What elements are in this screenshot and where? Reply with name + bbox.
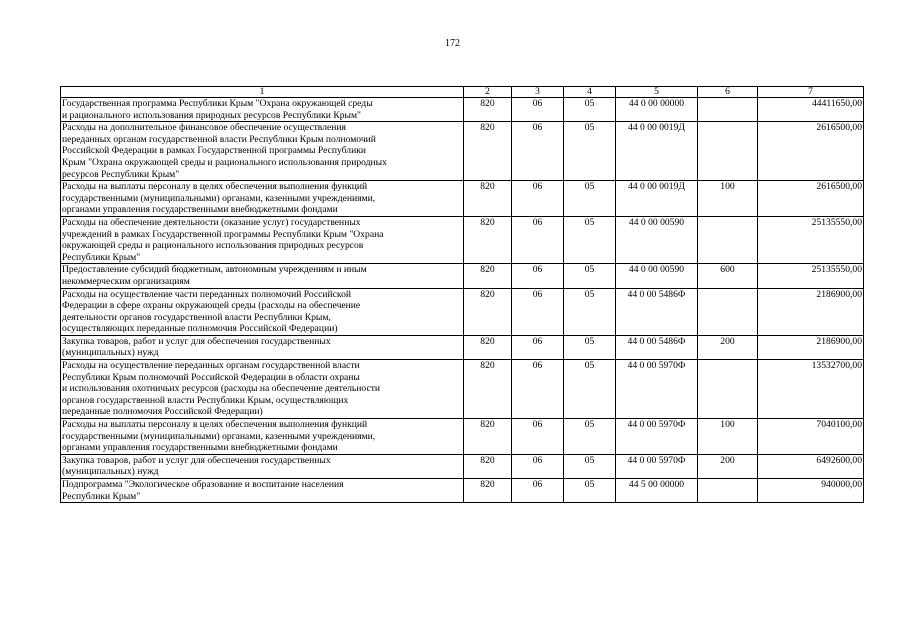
expense-name-line: органами управления государственными внебюджетными фондами [62,204,338,216]
column-header-5: 5 [616,87,698,98]
ministry-code: 820 [464,122,512,181]
subsection-code: 05 [564,454,616,478]
expense-name-line: переданные полномочия Российской Федерации) [62,406,263,418]
target-article-code: 44 0 00 00590 [616,264,698,288]
expense-name [61,98,464,122]
column-header-4: 4 [564,87,616,98]
expense-name-line: деятельности органов государственной власти Республики Крым, [62,311,331,323]
expense-name-line: учреждений в рамках Государственной программы Республики Крым "Охрана [62,228,384,240]
target-article-code: 44 0 00 5970Ф [616,419,698,455]
table-body [61,98,864,503]
expense-name-line: переданных органам государственной власти Республики Крым полномочий [62,133,376,145]
table-row [61,419,864,455]
ministry-code: 820 [464,479,512,503]
expense-name [61,288,464,335]
subsection-code: 05 [564,181,616,217]
ministry-code: 820 [464,264,512,288]
table-row [61,264,864,288]
subsection-code: 05 [564,216,616,263]
ministry-code: 820 [464,360,512,419]
ministry-code: 820 [464,288,512,335]
expense-name [61,419,464,455]
ministry-code: 820 [464,335,512,359]
amount: 13532700,00 [758,360,864,419]
expense-type-code: 200 [698,454,758,478]
target-article-code: 44 0 00 00000 [616,98,698,122]
table-row [61,216,864,263]
expense-name-line: Расходы на обеспечение деятельности (оказание услуг) государственных [62,216,361,228]
expense-name-line: Крым "Охрана окружающей среды и рационального использования природных [62,156,387,168]
expense-name [61,181,464,217]
expense-name-line: Расходы на осуществление переданных органам государственной власти [62,360,360,372]
column-header-3: 3 [512,87,564,98]
target-article-code: 44 0 00 5486Ф [616,335,698,359]
expense-name-line: (муниципальных) нужд [62,347,159,359]
table-row [61,181,864,217]
expense-name-line: и рационального использования природных ресурсов Республики Крым" [62,109,361,121]
expense-name [61,122,464,181]
section-code: 06 [512,454,564,478]
expense-name-line: государственными (муниципальными) органами, казенными учреждениями, [62,430,376,442]
section-code: 06 [512,419,564,455]
section-code: 06 [512,122,564,181]
expense-name-line: Закупка товаров, работ и услуг для обеспечения государственных [62,454,331,466]
expense-type-code [698,360,758,419]
table-row [61,479,864,503]
budget-table [60,86,864,503]
page-number: 172 [445,38,460,49]
amount: 2616500,00 [758,181,864,217]
subsection-code: 05 [564,122,616,181]
expense-name [61,454,464,478]
section-code: 06 [512,181,564,217]
expense-name-line: окружающей среды и рационального использования природных ресурсов [62,240,364,252]
subsection-code: 05 [564,288,616,335]
subsection-code: 05 [564,335,616,359]
table-row [61,454,864,478]
column-header-7: 7 [758,87,864,98]
expense-name [61,360,464,419]
expense-name-line: Государственная программа Республики Крым "Охрана окружающей среды [62,98,373,109]
target-article-code: 44 0 00 0019Д [616,122,698,181]
expense-name [61,264,464,288]
section-code: 06 [512,360,564,419]
table-row [61,360,864,419]
amount: 2186900,00 [758,335,864,359]
column-header-1: 1 [61,87,464,98]
column-header-2: 2 [464,87,512,98]
expense-name-line: некоммерческим организациям [62,275,190,287]
subsection-code: 05 [564,479,616,503]
expense-name-line: Предоставление субсидий бюджетным, автономным учреждениям и иным [62,264,367,276]
expense-type-code [698,122,758,181]
target-article-code: 44 0 00 5486Ф [616,288,698,335]
table-row [61,335,864,359]
expense-name-line: Закупка товаров, работ и услуг для обеспечения государственных [62,335,331,347]
subsection-code: 05 [564,360,616,419]
ministry-code: 820 [464,216,512,263]
target-article-code: 44 0 00 0019Д [616,181,698,217]
subsection-code: 05 [564,419,616,455]
expense-name-line: (муниципальных) нужд [62,466,159,478]
table-row [61,122,864,181]
expense-name-line: Республики Крым полномочий Российской Федерации в области охраны [62,371,360,383]
section-code: 06 [512,479,564,503]
target-article-code: 44 5 00 00000 [616,479,698,503]
table-row [61,288,864,335]
expense-name-line: Республики Крым" [62,490,141,502]
subsection-code: 05 [564,264,616,288]
expense-name-line: и использования охотничьих ресурсов (расходы на обеспечение деятельности [62,383,381,395]
section-code: 06 [512,264,564,288]
expense-type-code [698,98,758,122]
amount: 25135550,00 [758,264,864,288]
ministry-code: 820 [464,419,512,455]
expense-type-code [698,479,758,503]
ministry-code: 820 [464,98,512,122]
expense-name-line: Расходы на выплаты персоналу в целях обеспечения выполнения функций [62,181,368,193]
target-article-code: 44 0 00 5970Ф [616,360,698,419]
target-article-code: 44 0 00 5970Ф [616,454,698,478]
expense-name [61,335,464,359]
amount: 6492600,00 [758,454,864,478]
expense-name-line: Расходы на дополнительное финансовое обеспечение осуществления [62,122,346,134]
amount: 44411650,00 [758,98,864,122]
expense-type-code: 200 [698,335,758,359]
subsection-code: 05 [564,98,616,122]
column-header-6: 6 [698,87,758,98]
amount: 2186900,00 [758,288,864,335]
amount: 7040100,00 [758,419,864,455]
expense-name-line: Подпрограмма "Экологическое образование и воспитание населения [62,479,344,490]
section-code: 06 [512,288,564,335]
expense-type-code: 100 [698,419,758,455]
expense-name-line: Расходы на выплаты персоналу в целях обеспечения выполнения функций [62,419,368,431]
ministry-code: 820 [464,454,512,478]
expense-name [61,479,464,503]
expense-name-line: органами управления государственными внебюджетными фондами [62,442,338,454]
section-code: 06 [512,335,564,359]
table-header-row [61,87,864,98]
expense-name-line: Федерации в сфере охраны окружающей среды (расходы на обеспечение [62,300,361,312]
expense-type-code [698,288,758,335]
expense-name-line: государственными (муниципальными) органами, казенными учреждениями, [62,192,376,204]
expense-name-line: органов государственной власти Республики Крым, осуществляющих [62,394,349,406]
expense-type-code [698,216,758,263]
amount: 940000,00 [758,479,864,503]
expense-name-line: Российской Федерации в рамках Государственной программы Республики [62,145,367,157]
expense-name-line: Республики Крым" [62,251,141,263]
table-row [61,98,864,122]
expense-name-line: ресурсов Республики Крым" [62,168,180,180]
expense-name [61,216,464,263]
amount: 2616500,00 [758,122,864,181]
expense-name-line: Расходы на осуществление части переданных полномочий Российской [62,288,352,300]
target-article-code: 44 0 00 00590 [616,216,698,263]
section-code: 06 [512,98,564,122]
expense-type-code: 600 [698,264,758,288]
section-code: 06 [512,216,564,263]
expense-name-line: осуществляющих переданные полномочия Российской Федерации) [62,323,338,335]
ministry-code: 820 [464,181,512,217]
amount: 25135550,00 [758,216,864,263]
expense-type-code: 100 [698,181,758,217]
